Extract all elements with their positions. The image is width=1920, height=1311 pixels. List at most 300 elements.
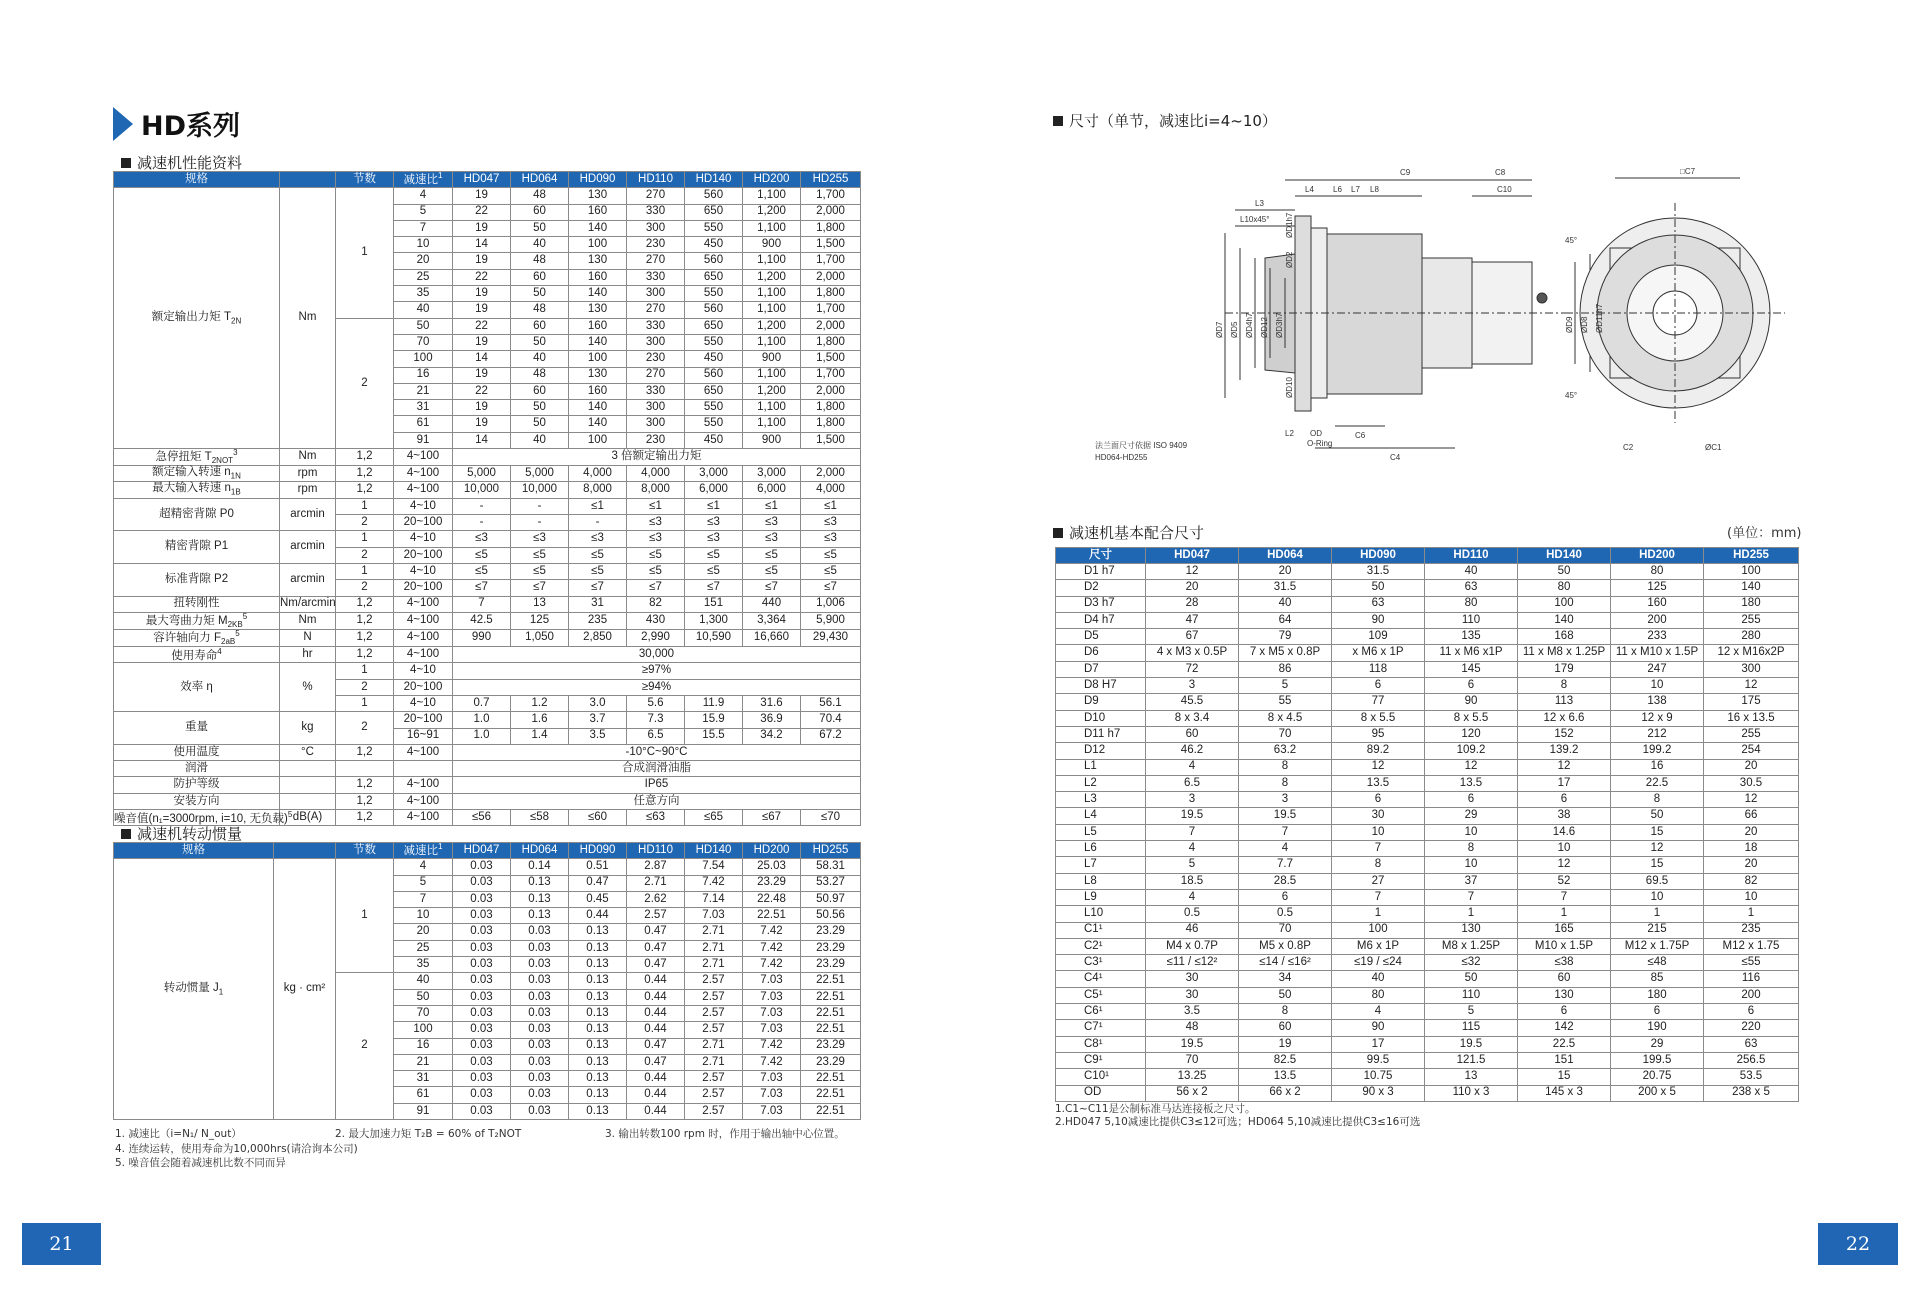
table-cell: 10 — [1704, 889, 1799, 905]
stage-cell: 1,2 — [336, 777, 394, 793]
table-cell: 89.2 — [1332, 743, 1425, 759]
table-cell: 0.47 — [627, 940, 685, 956]
table-cell: 7 — [394, 891, 453, 907]
row-label: 精密背隙 P1 — [114, 531, 280, 564]
svg-text:ØD12: ØD12 — [1260, 317, 1269, 338]
table-cell: 900 — [743, 237, 801, 253]
table-cell: 20 — [1146, 580, 1239, 596]
header-cell: HD064 — [511, 172, 569, 188]
table-cell: 256.5 — [1704, 1052, 1799, 1068]
ratio-cell: 4~100 — [394, 810, 453, 826]
table-cell: 254 — [1704, 743, 1799, 759]
table-cell: 130 — [1518, 987, 1611, 1003]
table-cell: 2.57 — [685, 989, 743, 1005]
table-cell: 2.71 — [627, 875, 685, 891]
table-cell: 560 — [685, 253, 743, 269]
table-cell: 450 — [685, 351, 743, 367]
header-cell: HD090 — [569, 172, 627, 188]
svg-text:C2: C2 — [1623, 443, 1634, 452]
table-cell: 23.29 — [801, 940, 861, 956]
square-bullet-icon — [121, 158, 131, 168]
table-cell: 7 — [1425, 889, 1518, 905]
ratio-cell: 16~91 — [394, 728, 453, 744]
stage-cell: 1 — [336, 563, 394, 579]
table-cell: 60 — [1146, 726, 1239, 742]
table-cell: 2.71 — [685, 940, 743, 956]
table-row — [1056, 548, 1799, 564]
table-row — [1056, 629, 1799, 645]
unit-cell: kg — [280, 712, 336, 745]
table-cell: 190 — [1611, 1020, 1704, 1036]
table-cell: L4 — [1056, 808, 1146, 824]
table-cell: 7.03 — [743, 989, 801, 1005]
table-cell: 650 — [685, 318, 743, 334]
unit-cell: Nm — [280, 449, 336, 466]
table-cell: 50 — [1332, 580, 1425, 596]
table-cell: 3 — [1146, 678, 1239, 694]
table-cell: 56.1 — [801, 695, 861, 711]
table-cell: 0.03 — [453, 1071, 511, 1087]
unit-label: (单位：mm) — [1727, 526, 1802, 541]
table-cell: 19 — [453, 416, 511, 432]
table-cell: 40 — [511, 237, 569, 253]
svg-text:ØC1: ØC1 — [1705, 443, 1722, 452]
table-row — [1056, 759, 1799, 775]
table-cell: D5 — [1056, 629, 1146, 645]
table-cell: ≤5 — [685, 563, 743, 579]
table-cell: 179 — [1518, 661, 1611, 677]
table-cell: 550 — [685, 334, 743, 350]
table-cell: ≤3 — [627, 515, 685, 531]
table-cell: 61 — [394, 1087, 453, 1103]
table-cell: M6 x 1P — [1332, 938, 1425, 954]
table-cell: 2.57 — [685, 1103, 743, 1119]
table-cell: 550 — [685, 220, 743, 236]
table-cell: 25.03 — [743, 859, 801, 875]
table-cell: 145 x 3 — [1518, 1085, 1611, 1101]
table-cell: 0.03 — [511, 989, 569, 1005]
table-cell: 0.45 — [569, 891, 627, 907]
table-cell: 12 — [1704, 678, 1799, 694]
table-cell: 0.7 — [453, 695, 511, 711]
table-cell: 140 — [1518, 612, 1611, 628]
table-cell: 2.71 — [685, 924, 743, 940]
table-cell: 19 — [453, 302, 511, 318]
table-cell: ≤5 — [453, 547, 511, 563]
table-cell: 85 — [1611, 971, 1704, 987]
table-cell: 7 — [1332, 889, 1425, 905]
table-row — [1056, 726, 1799, 742]
table-cell: 13.5 — [1425, 775, 1518, 791]
svg-text:□C7: □C7 — [1680, 167, 1696, 176]
table-cell: 31 — [394, 1071, 453, 1087]
table-cell: ≤5 — [627, 547, 685, 563]
table-cell: 1 — [1611, 906, 1704, 922]
table-cell: 12 — [1518, 759, 1611, 775]
table-cell: 7.42 — [743, 957, 801, 973]
table-cell: 63 — [1704, 1036, 1799, 1052]
table-cell: 0.13 — [511, 908, 569, 924]
table-cell: 1.2 — [511, 695, 569, 711]
table-cell: 0.5 — [1239, 906, 1332, 922]
table-cell: 247 — [1611, 661, 1704, 677]
table-cell: 7.03 — [685, 908, 743, 924]
table-cell: ≤5 — [627, 563, 685, 579]
table-cell: ≤7 — [569, 580, 627, 596]
table-cell: 22.51 — [743, 908, 801, 924]
table-cell: 300 — [627, 416, 685, 432]
table-cell: 2.57 — [685, 1022, 743, 1038]
table-cell: 990 — [453, 629, 511, 646]
header-cell: HD200 — [743, 172, 801, 188]
table-cell: 8 x 4.5 — [1239, 710, 1332, 726]
table-cell: 0.03 — [511, 924, 569, 940]
table-row — [114, 482, 861, 498]
table-cell: 35 — [394, 286, 453, 302]
ratio-cell: 4~10 — [394, 498, 453, 514]
dimension-section-title: 尺寸（单节，减速比i=4~10） — [1053, 110, 1277, 131]
table-cell: 0.13 — [569, 1103, 627, 1119]
table-cell: 50 — [1518, 564, 1611, 580]
inertia-table — [113, 842, 861, 1120]
table-cell: 50 — [1239, 987, 1332, 1003]
table-cell: 70 — [394, 334, 453, 350]
table-cell: 109 — [1332, 629, 1425, 645]
row-label: 容许轴向力 $F_{2aB}^5$ — [114, 629, 280, 646]
table-cell: 1,200 — [743, 204, 801, 220]
table-row — [1056, 792, 1799, 808]
table-cell: 130 — [569, 188, 627, 204]
unit-cell: Nm/arcmin — [280, 596, 336, 612]
table-cell: 1,300 — [685, 612, 743, 629]
table-cell: 650 — [685, 204, 743, 220]
table-cell: D9 — [1056, 694, 1146, 710]
table-cell: 118 — [1332, 661, 1425, 677]
table-cell: C2¹ — [1056, 938, 1146, 954]
table-cell: 50 — [1425, 971, 1518, 987]
table-cell: 70 — [1146, 1052, 1239, 1068]
table-cell: 4,000 — [569, 466, 627, 482]
table-cell: 11 x M6 x1P — [1425, 645, 1518, 661]
table-cell: L7 — [1056, 857, 1146, 873]
table-row — [1056, 1036, 1799, 1052]
table-cell: 0.47 — [569, 875, 627, 891]
table-cell: 1 — [1425, 906, 1518, 922]
table-cell: 3.5 — [1146, 1004, 1239, 1020]
table-cell: 13 — [1425, 1069, 1518, 1085]
performance-table — [113, 171, 861, 826]
table-row — [114, 172, 861, 188]
row-label: 最大弯曲力矩 $M_{2KB}^5$ — [114, 612, 280, 629]
table-cell: 110 — [1425, 987, 1518, 1003]
table-cell: 50 — [394, 318, 453, 334]
unit-cell: N — [280, 629, 336, 646]
table-cell: 0.03 — [511, 973, 569, 989]
table-cell: ≤3 — [801, 515, 861, 531]
table-cell: - — [453, 515, 511, 531]
table-cell: 160 — [569, 269, 627, 285]
table-cell: 0.13 — [569, 1038, 627, 1054]
table-cell: 19 — [1239, 1036, 1332, 1052]
table-cell: 139.2 — [1518, 743, 1611, 759]
table-cell: 7.03 — [743, 1022, 801, 1038]
table-cell: D1 h7 — [1056, 564, 1146, 580]
table-cell: 34 — [1239, 971, 1332, 987]
svg-text:L10x45°: L10x45° — [1240, 215, 1270, 224]
table-cell: 0.03 — [511, 1087, 569, 1103]
table-cell: L3 — [1056, 792, 1146, 808]
table-cell: 60 — [1239, 1020, 1332, 1036]
table-cell: 3 倍额定输出力矩 — [453, 449, 861, 466]
table-cell: 80 — [1611, 564, 1704, 580]
table-cell: 140 — [569, 334, 627, 350]
table-cell: 140 — [569, 286, 627, 302]
svg-text:ØD3h7: ØD3h7 — [1275, 312, 1284, 338]
table-cell: 82 — [1704, 873, 1799, 889]
header-cell: 节数 — [336, 172, 394, 188]
table-cell: 18 — [1704, 841, 1799, 857]
unit-cell: rpm — [280, 482, 336, 498]
table-cell: ≤3 — [511, 531, 569, 547]
table-cell: ≤48 — [1611, 955, 1704, 971]
stage-cell: 1,2 — [336, 482, 394, 498]
unit-cell: arcmin — [280, 498, 336, 531]
table-cell: ≤63 — [627, 810, 685, 826]
table-row — [1056, 694, 1799, 710]
table-cell: 0.44 — [627, 1005, 685, 1021]
table-cell: 230 — [627, 432, 685, 448]
table-cell: 8 — [1611, 792, 1704, 808]
svg-text:C8: C8 — [1495, 168, 1506, 177]
table-cell: 20 — [1704, 824, 1799, 840]
table-cell: 19 — [453, 400, 511, 416]
table-cell: 0.03 — [511, 1071, 569, 1087]
table-cell: 29 — [1425, 808, 1518, 824]
table-cell: 3 — [1239, 792, 1332, 808]
table-cell: D3 h7 — [1056, 596, 1146, 612]
table-cell: 110 — [1425, 612, 1518, 628]
table-cell: 64 — [1239, 612, 1332, 628]
table-row — [1056, 955, 1799, 971]
table-cell: 82 — [627, 596, 685, 612]
ratio-cell — [394, 761, 453, 777]
ratio-cell: 4~10 — [394, 531, 453, 547]
table-cell: 48 — [1146, 1020, 1239, 1036]
table-row — [114, 647, 861, 663]
table-cell: 0.03 — [453, 989, 511, 1005]
table-cell: 4 — [1146, 759, 1239, 775]
table-cell: 7.42 — [743, 924, 801, 940]
table-cell: 63 — [1425, 580, 1518, 596]
table-cell: ≤67 — [743, 810, 801, 826]
table-cell: ≤5 — [453, 563, 511, 579]
stage-cell: 1,2 — [336, 793, 394, 809]
table-cell: 12 — [1518, 857, 1611, 873]
header-cell: HD064 — [511, 843, 569, 859]
table-cell: 14 — [453, 237, 511, 253]
table-cell: ≤5 — [511, 547, 569, 563]
table-cell: 0.13 — [569, 1087, 627, 1103]
table-cell: M5 x 0.8P — [1239, 938, 1332, 954]
table-cell: 7.42 — [685, 875, 743, 891]
table-cell: 34.2 — [743, 728, 801, 744]
table-cell: 165 — [1518, 922, 1611, 938]
table-cell: 175 — [1704, 694, 1799, 710]
table-cell: 80 — [1332, 987, 1425, 1003]
table-cell: 31.5 — [1239, 580, 1332, 596]
table-cell: 90 x 3 — [1332, 1085, 1425, 1101]
table-cell: 10,590 — [685, 629, 743, 646]
table-cell: 23.29 — [743, 875, 801, 891]
table-cell: 10 — [394, 237, 453, 253]
table-cell: ≤19 / ≤24 — [1332, 955, 1425, 971]
table-cell: 550 — [685, 416, 743, 432]
table-cell: M10 x 1.5P — [1518, 938, 1611, 954]
table-cell: L10 — [1056, 906, 1146, 922]
table-cell: 7.3 — [627, 712, 685, 728]
table-cell: 11.9 — [685, 695, 743, 711]
header-cell: HD110 — [627, 843, 685, 859]
table-cell: 50 — [511, 286, 569, 302]
table-cell: 0.14 — [511, 859, 569, 875]
unit-cell: Nm — [280, 188, 336, 449]
unit-cell: Nm — [280, 612, 336, 629]
table-cell: 100 — [394, 1022, 453, 1038]
table-cell: 10 — [1332, 824, 1425, 840]
table-cell: 31.5 — [1332, 564, 1425, 580]
table-cell: ≤3 — [743, 531, 801, 547]
table-cell: 12 — [1611, 841, 1704, 857]
table-cell: 255 — [1704, 612, 1799, 628]
table-cell: 270 — [627, 188, 685, 204]
table-cell: D6 — [1056, 645, 1146, 661]
table-cell: 1,100 — [743, 188, 801, 204]
stage-cell: 2 — [336, 547, 394, 563]
table-cell: 5 — [394, 204, 453, 220]
table-cell: 3.0 — [569, 695, 627, 711]
unit-cell: arcmin — [280, 563, 336, 596]
header-cell — [280, 172, 336, 188]
table-cell: 0.47 — [627, 1054, 685, 1070]
table-cell: M12 x 1.75 — [1704, 938, 1799, 954]
table-cell: 0.03 — [511, 957, 569, 973]
dimension-drawing — [1095, 158, 1755, 478]
table-cell: 0.03 — [511, 1005, 569, 1021]
ratio-cell: 4~10 — [394, 663, 453, 679]
table-row — [1056, 678, 1799, 694]
table-cell: 560 — [685, 188, 743, 204]
table-row — [1056, 743, 1799, 759]
table-cell: 79 — [1239, 629, 1332, 645]
table-cell: 140 — [569, 416, 627, 432]
svg-text:ØD11h7: ØD11h7 — [1595, 303, 1604, 333]
table-cell: 0.44 — [627, 989, 685, 1005]
table-cell: 30,000 — [453, 647, 861, 663]
header-cell: HD090 — [1332, 548, 1425, 564]
table-cell: 450 — [685, 237, 743, 253]
stage-cell: 1 — [336, 531, 394, 547]
table-cell: ≤3 — [627, 531, 685, 547]
table-cell: 60 — [511, 318, 569, 334]
table-cell: 0.13 — [569, 1022, 627, 1038]
svg-text:45°: 45° — [1565, 391, 1578, 400]
table-cell: 17 — [1518, 775, 1611, 791]
table-cell: 60 — [511, 383, 569, 399]
table-cell: 10,000 — [453, 482, 511, 498]
table-cell: 100 — [394, 351, 453, 367]
table-cell: ≤5 — [569, 547, 627, 563]
square-bullet-icon — [121, 829, 131, 839]
table-cell: ≤5 — [743, 547, 801, 563]
stage-cell: 2 — [336, 515, 394, 531]
table-cell: ≤1 — [743, 498, 801, 514]
table-row — [1056, 922, 1799, 938]
table-row — [114, 859, 861, 875]
ratio-cell: 4~100 — [394, 596, 453, 612]
table-cell: 550 — [685, 286, 743, 302]
table-cell: 1,006 — [801, 596, 861, 612]
stage-cell: 1,2 — [336, 612, 394, 629]
table-cell: 100 — [569, 351, 627, 367]
table-cell: 330 — [627, 383, 685, 399]
table-cell: 330 — [627, 269, 685, 285]
table-cell: 10 — [1611, 678, 1704, 694]
table-cell: 19 — [453, 188, 511, 204]
table-cell: ≥97% — [453, 663, 861, 679]
svg-text:ØD7: ØD7 — [1215, 321, 1224, 338]
table-cell: 140 — [569, 220, 627, 236]
table-cell: 22 — [453, 383, 511, 399]
header-cell: HD255 — [801, 843, 861, 859]
table-row — [1056, 1052, 1799, 1068]
header-cell: HD090 — [569, 843, 627, 859]
table-cell: 86 — [1239, 661, 1332, 677]
table-cell: 1 — [1518, 906, 1611, 922]
header-cell: HD047 — [1146, 548, 1239, 564]
table-cell: 140 — [1704, 580, 1799, 596]
ratio-cell: 4~100 — [394, 449, 453, 466]
table-cell: 7.42 — [743, 940, 801, 956]
square-bullet-icon — [1053, 116, 1063, 126]
table-cell: 13.5 — [1239, 1069, 1332, 1085]
table-cell: 1,800 — [801, 286, 861, 302]
stage-cell: 1 — [336, 663, 394, 679]
table-cell: 19 — [453, 367, 511, 383]
table-cell: 7 x M5 x 0.8P — [1239, 645, 1332, 661]
table-cell: 80 — [1425, 596, 1518, 612]
header-cell: HD110 — [627, 172, 685, 188]
table-cell: 50.56 — [801, 908, 861, 924]
table-cell: 12 — [1425, 759, 1518, 775]
table-cell: 235 — [569, 612, 627, 629]
ratio-cell: 4~100 — [394, 466, 453, 482]
table-cell: 6 — [1611, 1004, 1704, 1020]
table-cell: 2.62 — [627, 891, 685, 907]
table-cell: 70 — [1239, 726, 1332, 742]
unit-cell: hr — [280, 647, 336, 663]
table-cell: 13.5 — [1332, 775, 1425, 791]
table-cell: 0.03 — [453, 891, 511, 907]
table-row — [114, 793, 861, 809]
table-cell: 22.51 — [801, 1022, 861, 1038]
table-cell: 7.03 — [743, 1071, 801, 1087]
stage-cell: 1,2 — [336, 744, 394, 760]
table-cell: 63.2 — [1239, 743, 1332, 759]
table-cell: 47 — [1146, 612, 1239, 628]
table-cell: 1,200 — [743, 269, 801, 285]
table-cell: ≤38 — [1518, 955, 1611, 971]
table-cell: 45.5 — [1146, 694, 1239, 710]
